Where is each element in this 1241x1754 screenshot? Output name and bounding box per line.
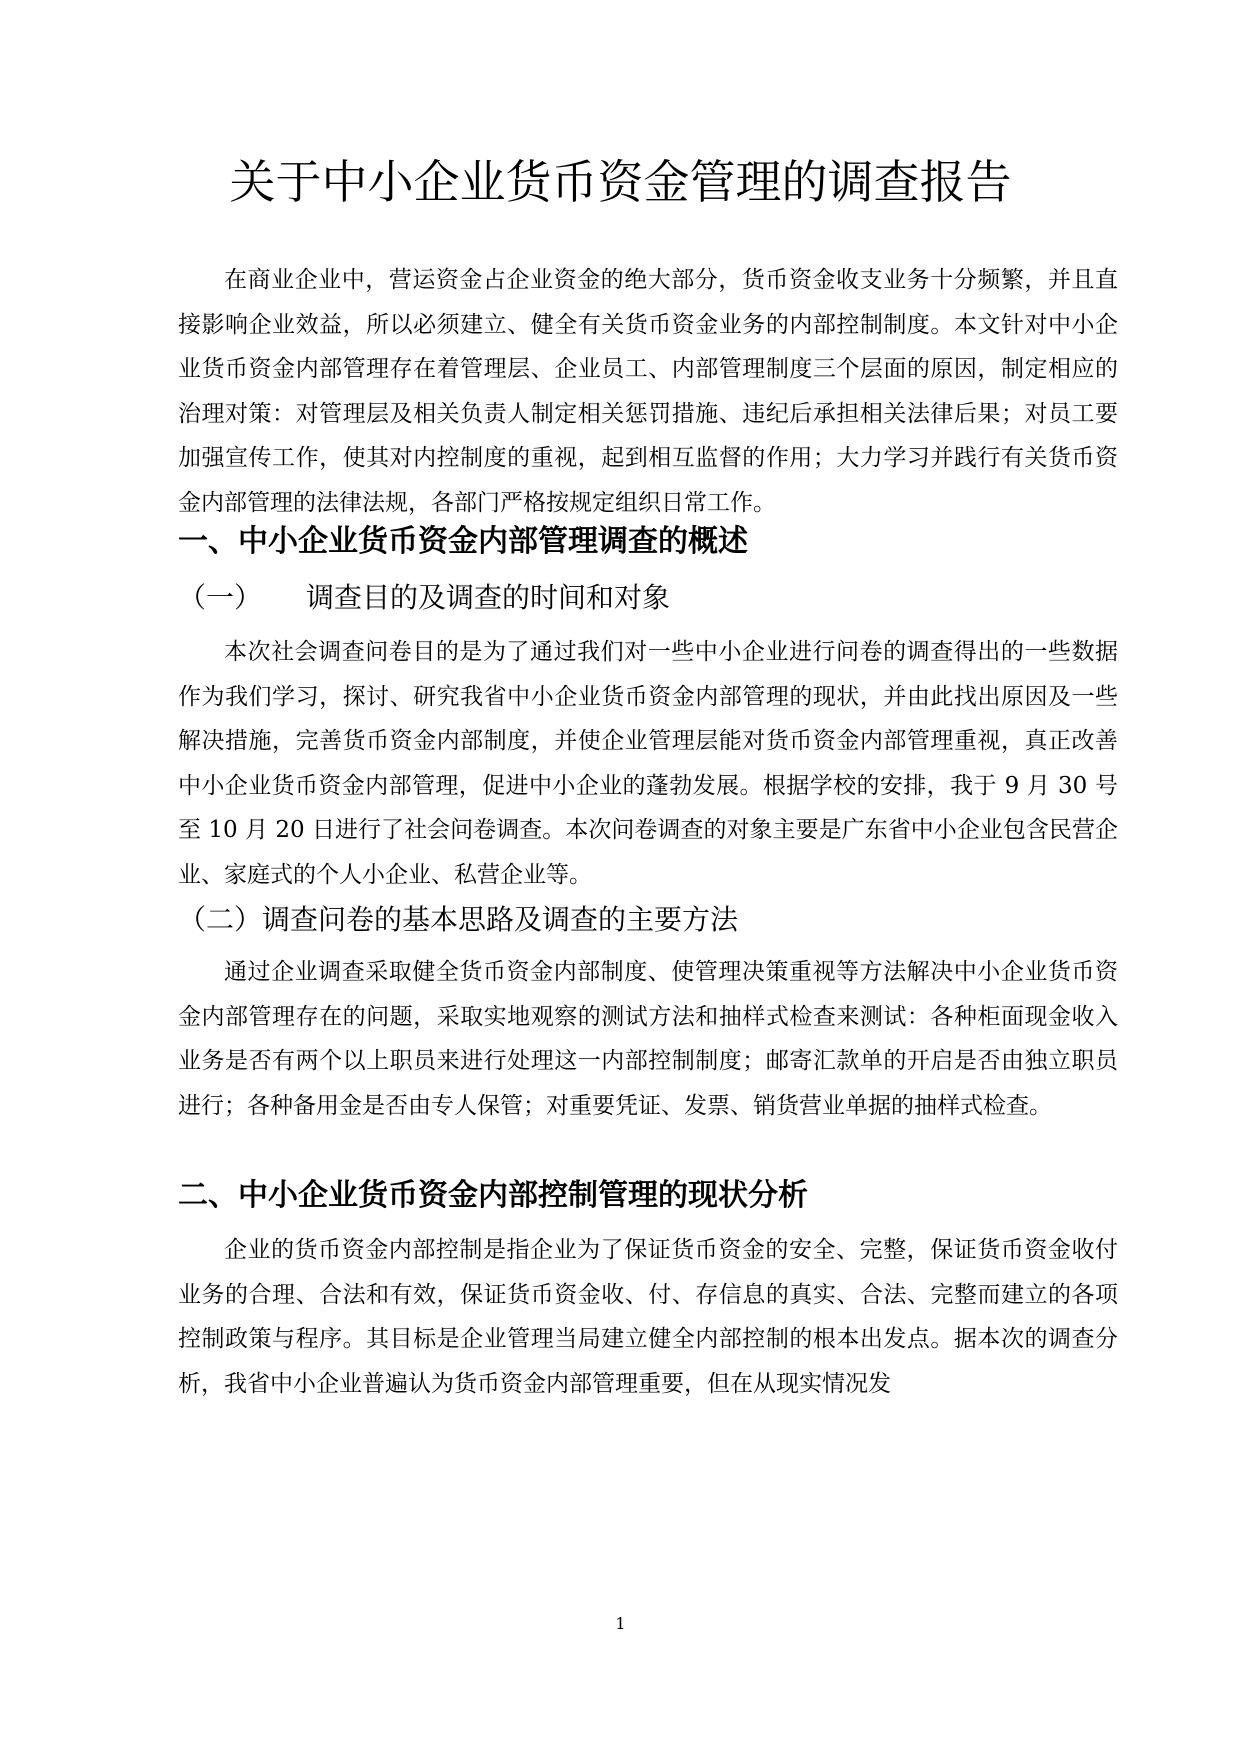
subsection-2-title: 调查问卷的基本思路及调查的主要方法 <box>262 903 739 936</box>
subsection-2-heading <box>178 898 738 942</box>
subsection-2-number: （二） <box>178 903 263 936</box>
intro-paragraph: 在商业企业中，营运资金占企业资金的绝大部分，货币资金收支业务十分频繁，并且直接影响企业效益，所以必须建立、健全有关货币资金业务的内部控制制度。本文针对中小企业货币资金内部管理存在着管理层、企业员工、内部管理制度三个层面的原因，制定相应的治理对策：对管理层及相关负责人制定相关惩罚措施、违纪后承担相关法律后果；对员工要加强宣传工作，使其对内控制度的重视，起到相互监督的作用；大力学习并践行有关货币资金内部管理的法律法规，各部门严格按规定组织日常工作。 <box>178 267 1118 516</box>
page-number: 1 <box>615 1614 626 1633</box>
section-2-heading: 二、中小企业货币资金内部控制管理的现状分析 <box>178 1178 808 1213</box>
subsection-1-heading <box>178 576 670 620</box>
subsection-2-body: 通过企业调查采取健全货币资金内部制度、使管理决策重视等方法解决中小企业货币资金内部管理存在的问题，采取实地观察的测试方法和抽样式检查来测试：各种柜面现金收入业务是否有两个以上职员来进行处理这一内部控制制度；邮寄汇款单的开启是否由独立职员进行；各种备用金是否由专人保管；对重要凭证、发票、销货营业单据的抽样式检查。 <box>178 959 1118 1119</box>
subsection-1-title: 调查目的及调查的时间和对象 <box>306 581 671 614</box>
section-2-body: 企业的货币资金内部控制是指企业为了保证货币资金的安全、完整，保证货币资金收付业务的合理、合法和有效，保证货币资金收、付、存信息的真实、合法、完整而建立的各项控制政策与程序。其目标是企业管理当局建立健全内部控制的根本出发点。据本次的调查分析，我省中小企业普遍认为货币资金内部管理重要，但在从现实情况发 <box>178 1237 1118 1397</box>
subsection-1-number: （一） <box>178 581 263 614</box>
section-1-heading: 一、中小企业货币资金内部管理调查的概述 <box>178 524 748 559</box>
subsection-1-body: 本次社会调查问卷目的是为了通过我们对一些中小企业进行问卷的调查得出的一些数据作为我们学习，探讨、研究我省中小企业货币资金内部管理的现状，并由此找出原因及一些解决措施，完善货币资金内部制度，并使企业管理层能对货币资金内部管理重视，真正改善中小企业货币资金内部管理，促进中小企业的蓬勃发展。根据学校的安排，我于 9 月 30 号至 10 月 20 日进行了社会问卷调查。本次问卷调查的对象主要是广东省中小企业包含民营企业、家庭式的个人小企业、私营企业等。 <box>178 639 1118 888</box>
document-title: 关于中小企业货币资金管理的调查报告 <box>229 155 1012 209</box>
